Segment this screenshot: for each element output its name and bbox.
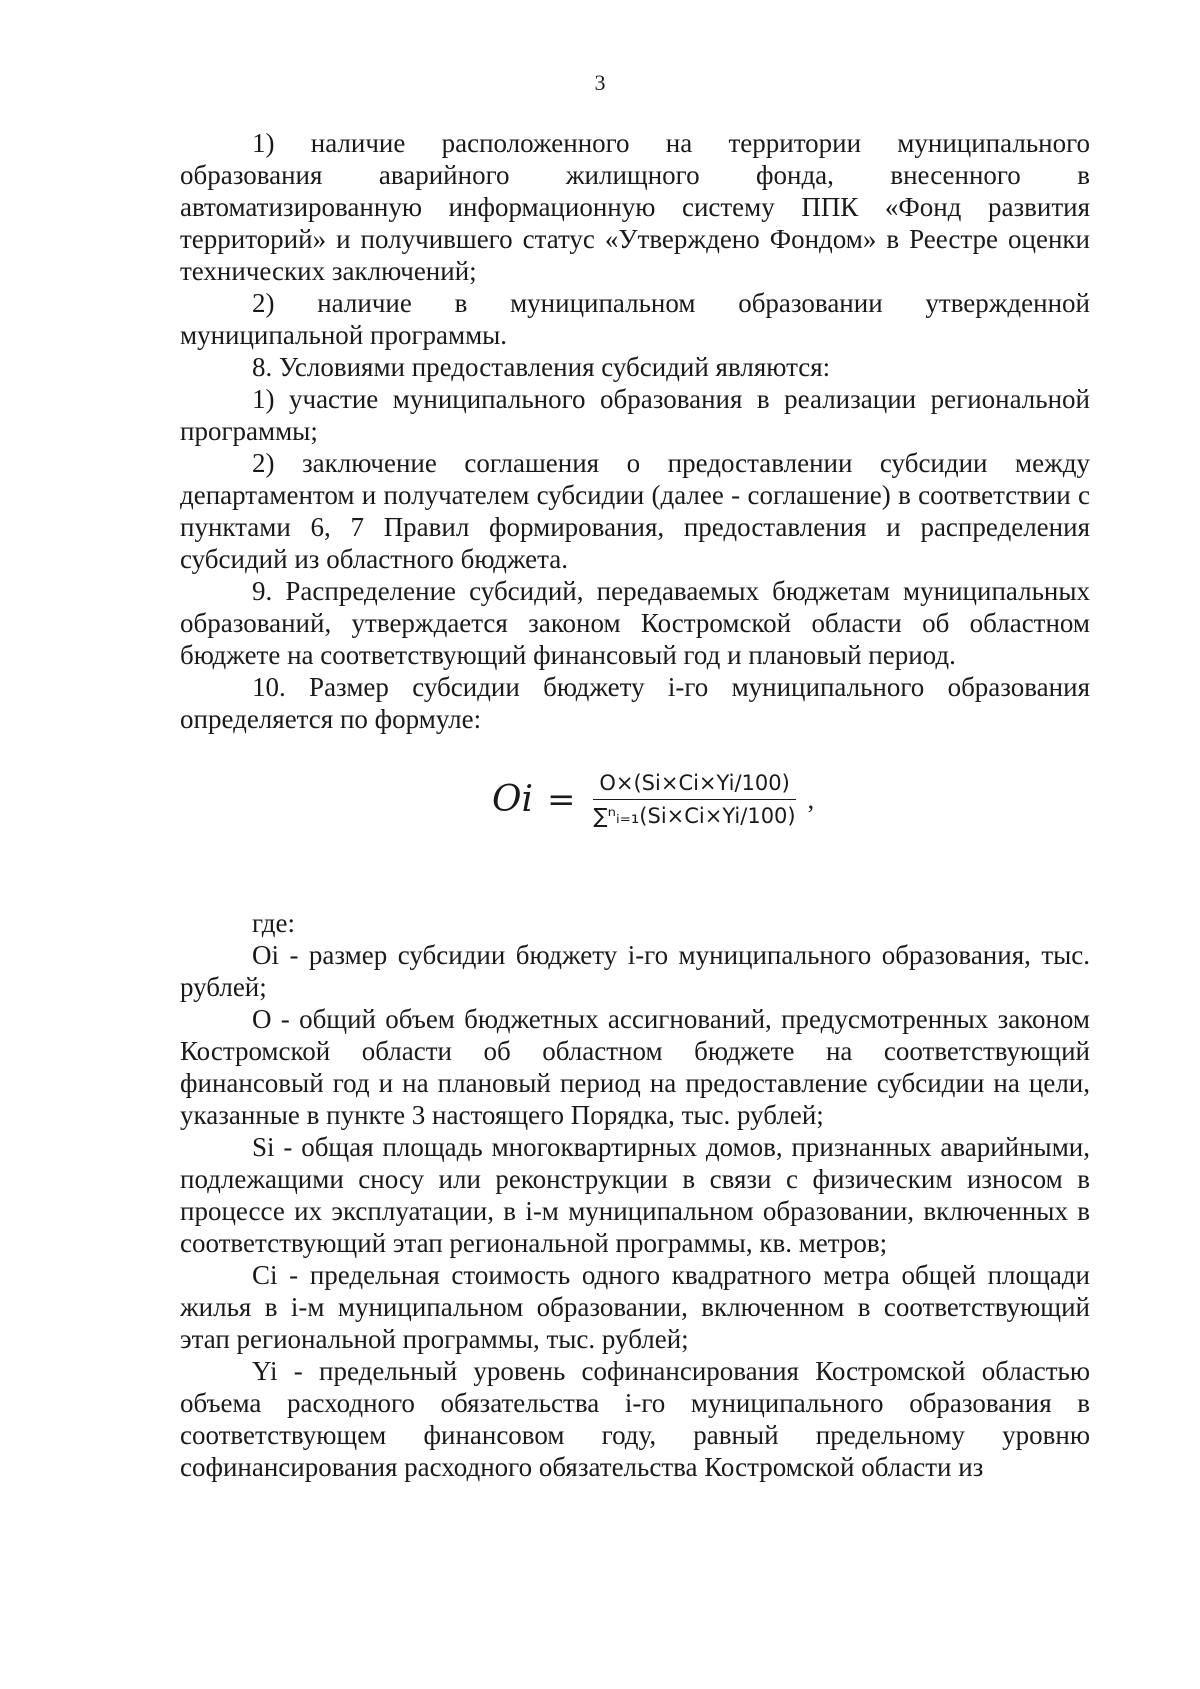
document-body	[180, 127, 1090, 1483]
paragraph: 8. Условиями предоставления субсидий являются:	[252, 352, 831, 382]
definition-paragraph: О - общий объем бюджетных ассигнований, предусмотренных законом Костромской области об областном бюджете на соответствующий финансовый год и на плановый период на предоставление субсидии на цели, указанные в пункте 3 настоящего Порядка, тыс. рублей;	[180, 1004, 1090, 1130]
formula-numerator: O×(Si×Ci×Yi/100)	[593, 769, 795, 800]
definition-paragraph: Oi - размер субсидии бюджету i-го муниципального образования, тыс. рублей;	[180, 940, 1090, 1002]
definition-paragraph: Ci - предельная стоимость одного квадратного метра общей площади жилья в i-м муниципальном образовании, включенном в соответствующий этап региональной программы, тыс. рублей;	[180, 1260, 1090, 1354]
formula-lhs: Oi	[492, 778, 534, 820]
page-number: 3	[594, 70, 606, 95]
formula	[492, 769, 814, 830]
definition-paragraph: Yi - предельный уровень софинансирования Костромской областью объема расходного обязательства i-го муниципального образования в соответствующем финансовом году, равный предельному уровню софинансирования расходного обязательства Костромской области из	[180, 1356, 1090, 1482]
formula-comma: ,	[807, 784, 815, 814]
paragraph: 2) заключение соглашения о предоставлении субсидии между департаментом и получателем субсидии (далее - соглашение) в соответствии с пунктами 6, 7 Правил формирования, предоставления и распределения субсидий из областного бюджета.	[180, 448, 1090, 574]
paragraph: 1) наличие расположенного на территории муниципального образования аварийного жилищного фонда, внесенного в автоматизированную информационную систему ППК «Фонд развития территорий» и получившего статус «Утверждено Фондом» в Реестре оценки технических заключений;	[180, 128, 1090, 286]
paragraph: 2) наличие в муниципальном образовании утвержденной муниципальной программы.	[180, 288, 1090, 350]
where-label: где:	[252, 908, 295, 938]
formula-fraction	[588, 769, 802, 830]
paragraph: 1) участие муниципального образования в реализации региональной программы;	[180, 384, 1090, 446]
formula-denominator: ∑ⁿᵢ₌₁(Si×Ci×Yi/100)	[593, 804, 796, 828]
formula-equals: =	[547, 779, 576, 820]
formula-block	[180, 735, 1090, 905]
paragraph: 10. Размер субсидии бюджету i-го муниципального образования определяется по формуле:	[180, 672, 1090, 734]
definition-paragraph: Si - общая площадь многоквартирных домов, признанных аварийными, подлежащими сносу или реконструкции в связи с физическим износом в процессе их эксплуатации, в i-м муниципальном образовании, включенных в соответствующий этап региональной программы, кв. метров;	[180, 1132, 1090, 1258]
paragraph: 9. Распределение субсидий, передаваемых бюджетам муниципальных образований, утверждается законом Костромской области об областном бюджете на соответствующий финансовый год и плановый период.	[180, 576, 1090, 670]
